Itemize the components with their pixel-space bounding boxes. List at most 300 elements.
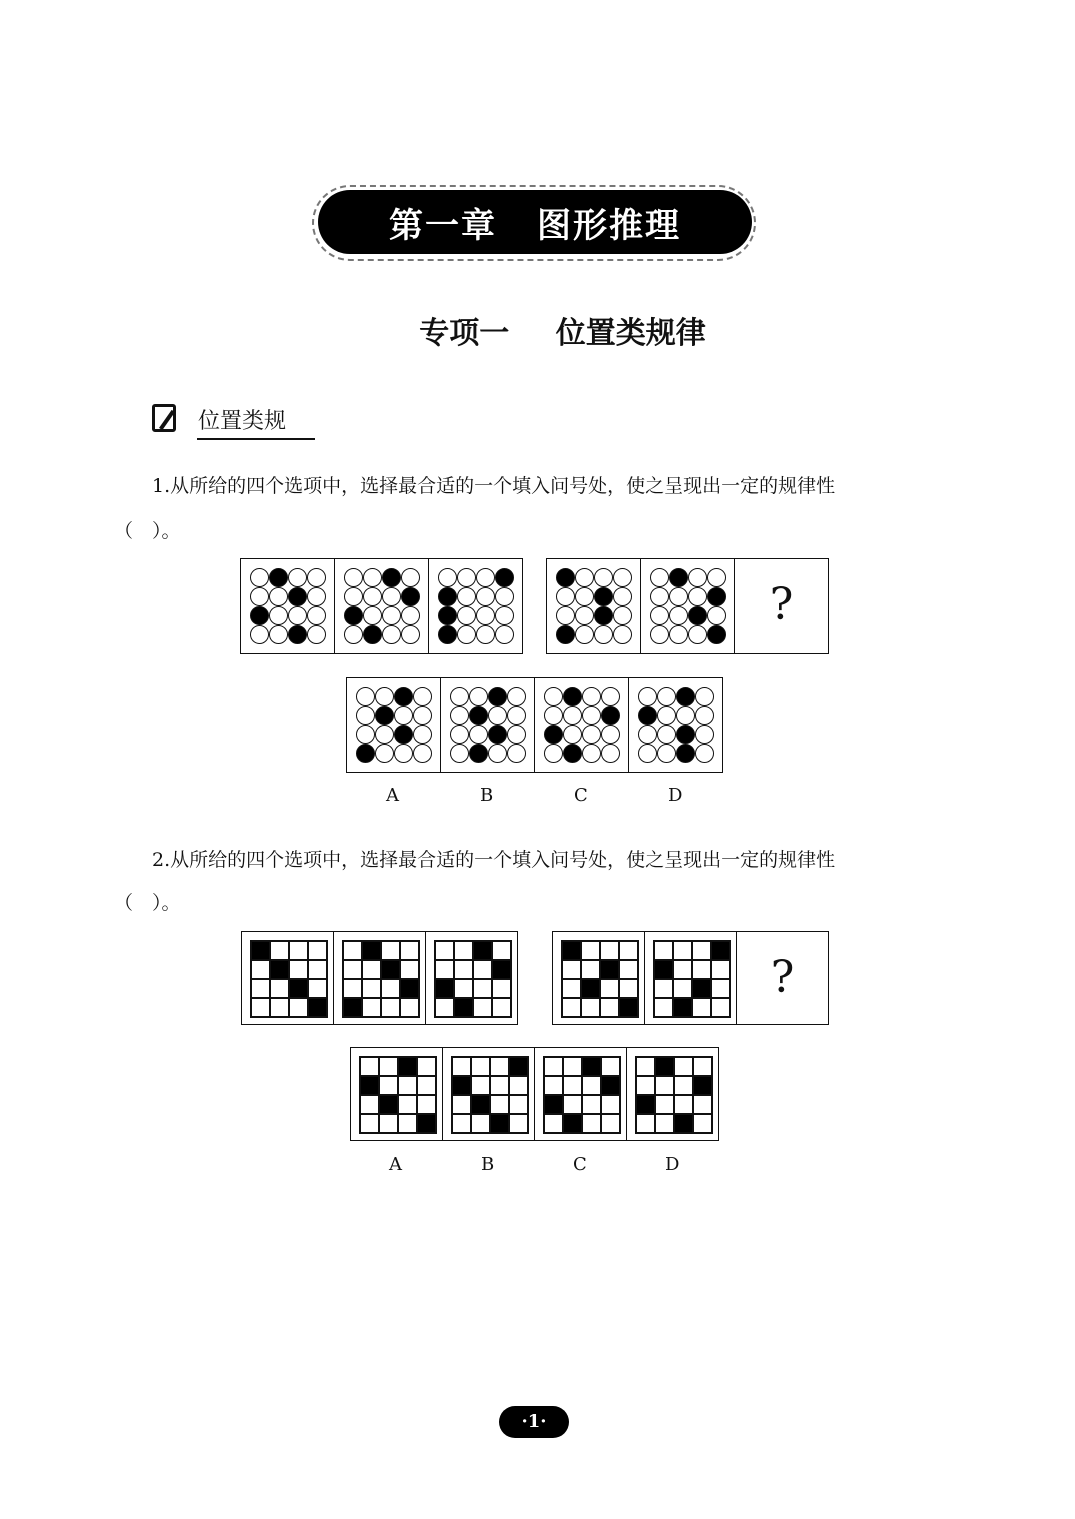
empty-square: [360, 1095, 379, 1114]
empty-square: [711, 979, 730, 998]
empty-square: [692, 998, 711, 1017]
empty-circle: [507, 725, 526, 744]
circle-grid: [638, 687, 714, 763]
empty-circle: [657, 744, 676, 763]
empty-square: [544, 1057, 563, 1076]
empty-square: [692, 960, 711, 979]
empty-circle: [269, 587, 288, 606]
empty-square: [562, 979, 581, 998]
empty-square: [473, 960, 492, 979]
filled-circle: [676, 725, 695, 744]
empty-circle: [657, 687, 676, 706]
empty-square: [435, 960, 454, 979]
filled-circle: [495, 568, 514, 587]
question-1-text: [152, 474, 835, 498]
empty-square: [362, 998, 381, 1017]
empty-square: [400, 998, 419, 1017]
empty-circle: [394, 744, 413, 763]
empty-circle: [594, 625, 613, 644]
filled-circle: [556, 568, 575, 587]
subsection-underline: [197, 438, 315, 440]
empty-square: [655, 1114, 674, 1133]
empty-square: [492, 941, 511, 960]
empty-square: [379, 1114, 398, 1133]
option-b-panel: [440, 677, 535, 773]
empty-circle: [563, 706, 582, 725]
filled-circle: [638, 706, 657, 725]
option-label: C: [574, 785, 588, 806]
empty-square: [435, 941, 454, 960]
empty-circle: [250, 625, 269, 644]
empty-square: [452, 1095, 471, 1114]
edit-note-icon: [152, 404, 176, 432]
empty-circle: [582, 687, 601, 706]
empty-circle: [375, 687, 394, 706]
empty-circle: [707, 568, 726, 587]
empty-square: [619, 941, 638, 960]
filled-square: [582, 1057, 601, 1076]
question-number: 2.: [152, 849, 171, 871]
empty-circle: [575, 568, 594, 587]
option-label: D: [668, 785, 683, 806]
filled-circle: [363, 625, 382, 644]
empty-circle: [457, 568, 476, 587]
square-grid: [359, 1056, 437, 1134]
empty-square: [417, 1095, 436, 1114]
square-grid: [250, 940, 328, 1018]
filled-square: [362, 941, 381, 960]
empty-square: [490, 1057, 509, 1076]
empty-circle: [457, 625, 476, 644]
empty-square: [563, 1095, 582, 1114]
empty-circle: [382, 606, 401, 625]
empty-square: [581, 998, 600, 1017]
empty-circle: [382, 625, 401, 644]
empty-circle: [375, 725, 394, 744]
empty-square: [582, 1076, 601, 1095]
empty-square: [544, 1114, 563, 1133]
filled-square: [544, 1095, 563, 1114]
empty-circle: [676, 706, 695, 725]
empty-circle: [544, 706, 563, 725]
empty-circle: [707, 606, 726, 625]
filled-circle: [394, 725, 413, 744]
empty-square: [398, 1076, 417, 1095]
empty-circle: [556, 587, 575, 606]
empty-circle: [669, 606, 688, 625]
empty-square: [471, 1057, 490, 1076]
filled-square: [343, 998, 362, 1017]
figure-panel: [240, 558, 335, 654]
answer-blank: （ ）。: [114, 892, 181, 914]
empty-square: [308, 979, 327, 998]
option-label: A: [389, 1154, 402, 1175]
empty-square: [655, 1095, 674, 1114]
empty-circle: [613, 587, 632, 606]
empty-circle: [476, 568, 495, 587]
question-mark-panel: [734, 558, 829, 654]
empty-square: [490, 1076, 509, 1095]
filled-square: [600, 960, 619, 979]
empty-square: [270, 998, 289, 1017]
filled-square: [581, 979, 600, 998]
empty-square: [360, 1057, 379, 1076]
empty-square: [308, 960, 327, 979]
empty-circle: [288, 606, 307, 625]
empty-circle: [688, 587, 707, 606]
empty-square: [400, 960, 419, 979]
square-grid: [561, 940, 639, 1018]
chapter-title: 图形推理: [537, 205, 681, 246]
empty-square: [454, 979, 473, 998]
empty-circle: [544, 744, 563, 763]
circle-grid: [450, 687, 526, 763]
answer-blank: （ ）。: [114, 520, 181, 542]
filled-square: [563, 1114, 582, 1133]
filled-circle: [688, 606, 707, 625]
filled-circle: [707, 625, 726, 644]
empty-square: [270, 979, 289, 998]
filled-circle: [563, 744, 582, 763]
empty-circle: [601, 687, 620, 706]
empty-square: [544, 1076, 563, 1095]
empty-square: [582, 1095, 601, 1114]
empty-square: [490, 1095, 509, 1114]
empty-square: [362, 979, 381, 998]
empty-circle: [575, 625, 594, 644]
figure-panel: [425, 931, 518, 1025]
chapter-banner: [318, 190, 752, 254]
empty-circle: [495, 606, 514, 625]
square-grid: [434, 940, 512, 1018]
section-title: [0, 308, 1075, 352]
question-mark-panel: [736, 931, 829, 1025]
empty-circle: [413, 744, 432, 763]
empty-circle: [638, 725, 657, 744]
empty-circle: [638, 744, 657, 763]
empty-square: [619, 960, 638, 979]
circle-grid: [438, 568, 514, 644]
empty-square: [251, 960, 270, 979]
filled-square: [562, 941, 581, 960]
empty-circle: [356, 706, 375, 725]
filled-circle: [288, 625, 307, 644]
empty-square: [654, 941, 673, 960]
empty-circle: [613, 568, 632, 587]
empty-square: [471, 1114, 490, 1133]
empty-circle: [488, 744, 507, 763]
square-grid: [653, 940, 731, 1018]
empty-square: [509, 1076, 528, 1095]
empty-circle: [450, 725, 469, 744]
empty-circle: [413, 706, 432, 725]
empty-circle: [638, 687, 657, 706]
empty-square: [509, 1114, 528, 1133]
empty-circle: [688, 568, 707, 587]
empty-square: [471, 1076, 490, 1095]
filled-circle: [469, 744, 488, 763]
empty-circle: [695, 725, 714, 744]
filled-square: [381, 960, 400, 979]
filled-square: [473, 941, 492, 960]
filled-square: [400, 979, 419, 998]
filled-square: [379, 1095, 398, 1114]
filled-circle: [344, 606, 363, 625]
option-b-panel: [442, 1047, 535, 1141]
chapter-label: 第一章: [389, 205, 497, 246]
empty-square: [655, 1076, 674, 1095]
empty-circle: [669, 625, 688, 644]
section-name: 位置类规律: [555, 316, 706, 351]
empty-square: [693, 1095, 712, 1114]
filled-square: [509, 1057, 528, 1076]
empty-square: [381, 941, 400, 960]
question-2-text: [152, 848, 835, 872]
option-a-panel: [346, 677, 441, 773]
empty-square: [619, 979, 638, 998]
empty-circle: [469, 687, 488, 706]
filled-circle: [269, 568, 288, 587]
figure-panel: [334, 558, 429, 654]
filled-square: [619, 998, 638, 1017]
filled-circle: [394, 687, 413, 706]
empty-square: [289, 941, 308, 960]
empty-square: [251, 979, 270, 998]
filled-square: [674, 1114, 693, 1133]
filled-square: [693, 1076, 712, 1095]
empty-circle: [650, 625, 669, 644]
empty-circle: [476, 625, 495, 644]
empty-circle: [695, 706, 714, 725]
question-mark: ?: [769, 579, 794, 630]
empty-circle: [356, 725, 375, 744]
empty-circle: [657, 706, 676, 725]
filled-circle: [438, 606, 457, 625]
empty-square: [636, 1076, 655, 1095]
empty-circle: [457, 606, 476, 625]
filled-circle: [601, 706, 620, 725]
figure-panel: [552, 931, 645, 1025]
question-number: 1.: [152, 475, 171, 497]
option-label: B: [481, 1154, 495, 1175]
empty-circle: [450, 744, 469, 763]
empty-circle: [613, 625, 632, 644]
filled-square: [452, 1076, 471, 1095]
question-prompt: 从所给的四个选项中，选择最合适的一个填入问号处，使之呈现出一定的规律性: [170, 475, 836, 497]
empty-square: [492, 998, 511, 1017]
empty-square: [454, 941, 473, 960]
filled-circle: [594, 606, 613, 625]
empty-circle: [450, 687, 469, 706]
circle-grid: [344, 568, 420, 644]
filled-circle: [556, 625, 575, 644]
filled-square: [490, 1114, 509, 1133]
empty-square: [601, 1114, 620, 1133]
empty-circle: [401, 568, 420, 587]
empty-square: [636, 1057, 655, 1076]
filled-circle: [488, 725, 507, 744]
empty-circle: [507, 706, 526, 725]
filled-circle: [676, 687, 695, 706]
filled-circle: [563, 687, 582, 706]
circle-grid: [650, 568, 726, 644]
figure-panel: [640, 558, 735, 654]
option-a-panel: [350, 1047, 443, 1141]
option-label: B: [480, 785, 494, 806]
filled-circle: [669, 568, 688, 587]
empty-circle: [269, 606, 288, 625]
figure-panel: [644, 931, 737, 1025]
filled-square: [711, 941, 730, 960]
empty-square: [674, 1057, 693, 1076]
empty-square: [251, 998, 270, 1017]
circle-grid: [556, 568, 632, 644]
filled-square: [601, 1076, 620, 1095]
filled-circle: [544, 725, 563, 744]
empty-circle: [344, 568, 363, 587]
empty-circle: [450, 706, 469, 725]
empty-circle: [556, 606, 575, 625]
section-label: 专项一: [419, 316, 510, 351]
filled-circle: [438, 587, 457, 606]
empty-square: [600, 941, 619, 960]
square-grid: [451, 1056, 529, 1134]
empty-square: [654, 979, 673, 998]
filled-circle: [356, 744, 375, 763]
empty-square: [711, 960, 730, 979]
empty-circle: [344, 587, 363, 606]
empty-square: [562, 960, 581, 979]
filled-square: [289, 979, 308, 998]
empty-circle: [269, 625, 288, 644]
empty-circle: [695, 687, 714, 706]
filled-circle: [288, 587, 307, 606]
empty-square: [581, 960, 600, 979]
empty-square: [343, 941, 362, 960]
empty-circle: [601, 725, 620, 744]
empty-square: [674, 1095, 693, 1114]
option-label: D: [665, 1154, 680, 1175]
filled-square: [398, 1057, 417, 1076]
empty-circle: [495, 587, 514, 606]
empty-square: [379, 1076, 398, 1095]
empty-square: [452, 1114, 471, 1133]
filled-circle: [707, 587, 726, 606]
empty-circle: [250, 568, 269, 587]
question-mark: ?: [770, 952, 795, 1003]
empty-square: [711, 998, 730, 1017]
filled-circle: [469, 706, 488, 725]
empty-square: [270, 941, 289, 960]
option-c-panel: [534, 677, 629, 773]
figure-panel: [546, 558, 641, 654]
empty-square: [674, 1076, 693, 1095]
filled-square: [417, 1114, 436, 1133]
empty-square: [673, 960, 692, 979]
empty-circle: [469, 725, 488, 744]
empty-square: [417, 1057, 436, 1076]
empty-circle: [457, 587, 476, 606]
empty-square: [308, 941, 327, 960]
empty-circle: [657, 725, 676, 744]
empty-circle: [613, 606, 632, 625]
empty-circle: [438, 568, 457, 587]
empty-circle: [582, 706, 601, 725]
empty-circle: [688, 625, 707, 644]
filled-square: [454, 998, 473, 1017]
empty-circle: [650, 568, 669, 587]
empty-circle: [382, 587, 401, 606]
empty-square: [636, 1114, 655, 1133]
empty-square: [582, 1114, 601, 1133]
empty-circle: [363, 587, 382, 606]
empty-square: [562, 998, 581, 1017]
square-grid: [635, 1056, 713, 1134]
empty-square: [601, 1057, 620, 1076]
empty-square: [289, 998, 308, 1017]
empty-square: [692, 941, 711, 960]
empty-circle: [669, 587, 688, 606]
filled-square: [673, 998, 692, 1017]
empty-circle: [307, 568, 326, 587]
empty-circle: [344, 625, 363, 644]
empty-square: [343, 979, 362, 998]
empty-circle: [413, 687, 432, 706]
empty-square: [473, 998, 492, 1017]
empty-square: [381, 998, 400, 1017]
empty-square: [601, 1095, 620, 1114]
empty-square: [509, 1095, 528, 1114]
filled-square: [251, 941, 270, 960]
empty-square: [398, 1095, 417, 1114]
empty-circle: [476, 606, 495, 625]
square-grid: [342, 940, 420, 1018]
empty-square: [563, 1076, 582, 1095]
square-grid: [543, 1056, 621, 1134]
empty-square: [452, 1057, 471, 1076]
empty-circle: [476, 587, 495, 606]
circle-grid: [544, 687, 620, 763]
empty-circle: [582, 725, 601, 744]
option-c-panel: [534, 1047, 627, 1141]
empty-circle: [650, 587, 669, 606]
empty-circle: [594, 568, 613, 587]
filled-circle: [438, 625, 457, 644]
subsection-title: 位置类规: [198, 409, 287, 434]
empty-circle: [695, 744, 714, 763]
filled-square: [492, 960, 511, 979]
empty-square: [654, 998, 673, 1017]
filled-circle: [594, 587, 613, 606]
empty-square: [343, 960, 362, 979]
filled-square: [270, 960, 289, 979]
filled-square: [654, 960, 673, 979]
figure-panel: [428, 558, 523, 654]
empty-circle: [601, 744, 620, 763]
empty-square: [360, 1114, 379, 1133]
circle-grid: [356, 687, 432, 763]
empty-circle: [288, 568, 307, 587]
option-d-panel: [628, 677, 723, 773]
empty-square: [673, 941, 692, 960]
empty-circle: [307, 587, 326, 606]
filled-square: [636, 1095, 655, 1114]
empty-circle: [394, 706, 413, 725]
empty-square: [693, 1057, 712, 1076]
empty-circle: [363, 606, 382, 625]
empty-square: [473, 979, 492, 998]
empty-square: [673, 979, 692, 998]
